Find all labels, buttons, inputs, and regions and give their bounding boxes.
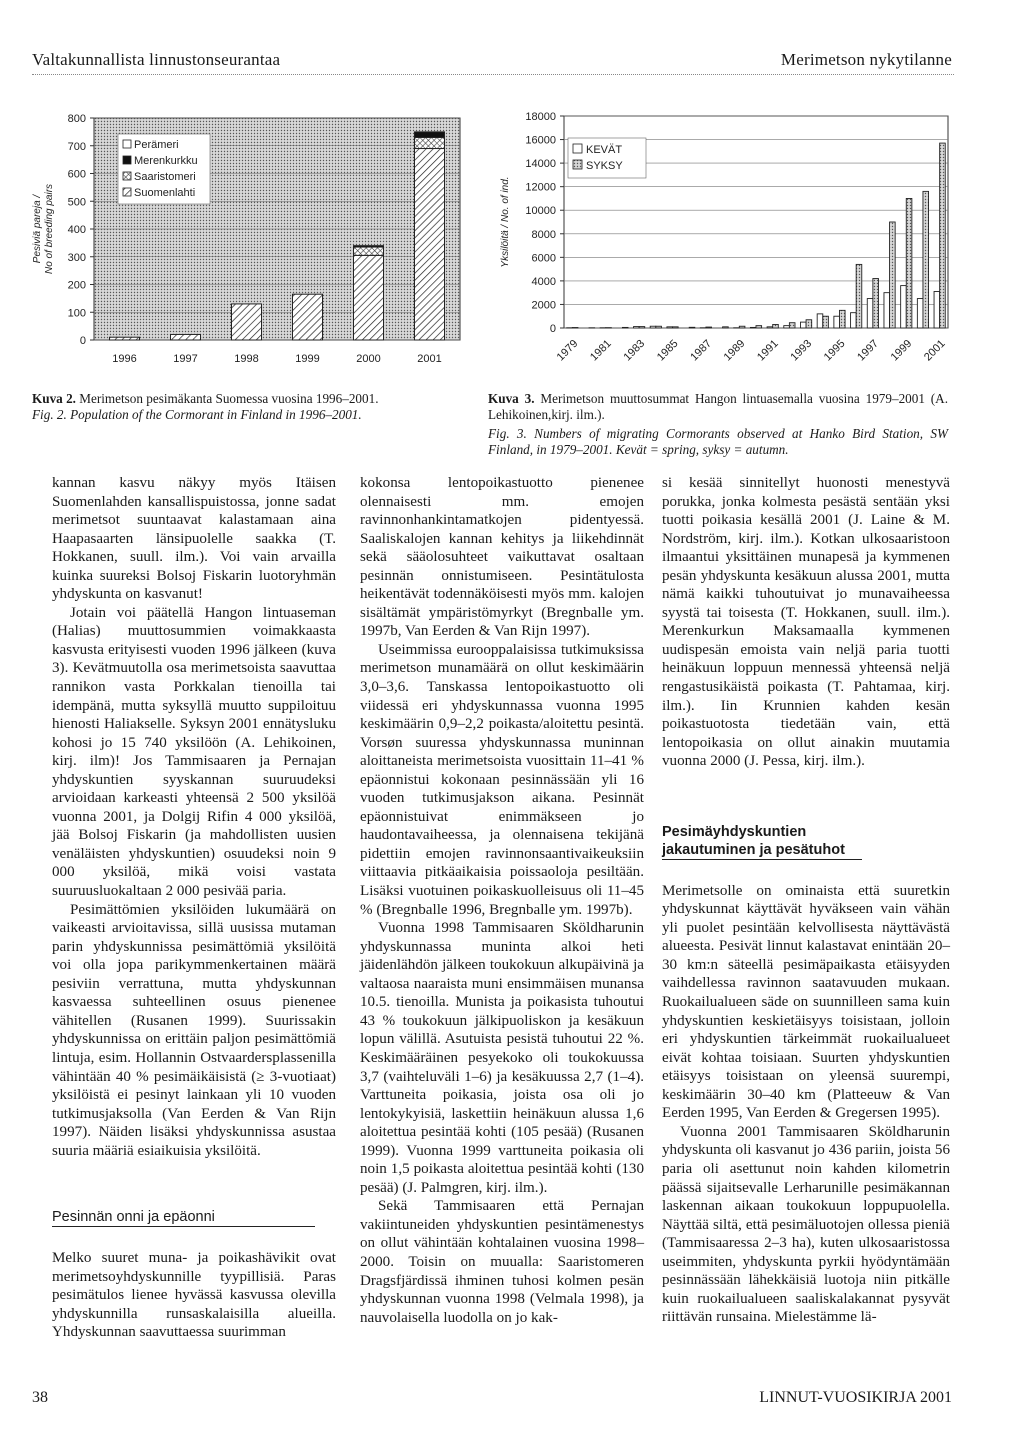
bar-spring (834, 316, 840, 328)
bar-autumn (873, 279, 879, 328)
y-tick-label: 800 (67, 113, 86, 125)
paragraph: kokonsa lentopoikastuotto pienenee olennaisesti mm. emojen ravinnonhankintamatkojen pidentyessä. Saaliskalojen kannan kehitys ja liikehdinnät sekä sääolosuhteet vaikuttavat osaltaan pesinnän onnistumiseen. Pesintätulosta heikentävät todennäköisesti myös mm. kalojen sisältämät ympäristömyrkyt (Bregnballe ym. 1997b, Van Eerden & Van Rijn 1997). (360, 475, 644, 640)
x-tick-label: 1981 (588, 337, 614, 364)
text-column-3 (662, 474, 950, 1327)
bar-autumn (940, 143, 946, 328)
x-tick-label: 1998 (234, 353, 259, 365)
paragraph: kannan kasvu näkyy myös Itäisen Suomenlahden kansallispuistossa, jonne sadat merimetsot suuntaavat kalastamaan aina Haapasaarten länsipuolelle saakka (T. Hokkanen, suull. ilm.). Voi vain arvailla kuinka suureksi Bolsoj Fiskarin luotoryhmän yhdyskunta on kasvanut! (52, 475, 336, 603)
y-tick-label: 12000 (525, 181, 556, 194)
x-tick-label: 1991 (755, 337, 781, 364)
x-tick-label: 1987 (688, 337, 715, 364)
bar-autumn (773, 324, 779, 328)
x-tick-label: 1985 (654, 337, 681, 364)
bar-autumn (639, 327, 645, 328)
bar-autumn (823, 316, 829, 328)
figure-2-chart (28, 108, 470, 380)
bar-spring (667, 327, 673, 328)
x-tick-label: 1989 (721, 337, 748, 364)
x-tick-label: 1993 (788, 337, 815, 364)
y-tick-label: 100 (67, 307, 86, 320)
figure-2-caption-fi: Merimetson pesimäkanta Suomessa vuosina 1996–2001. (79, 391, 379, 406)
y-axis-title-en: No of breeding pairs (44, 183, 55, 275)
bar-spring (784, 326, 790, 328)
running-header-right: Merimetson nykytilanne (780, 50, 952, 69)
journal-name: LINNUT-VUOSIKIRJA 2001 (759, 1389, 952, 1406)
y-tick-label: 700 (67, 140, 86, 153)
y-tick-label: 18000 (525, 111, 556, 123)
bar-autumn (806, 320, 812, 328)
figure-3-label: Kuva 3. (488, 391, 535, 406)
section-heading: Pesimäyhdyskuntien jakautuminen ja pesätuhot (662, 823, 862, 860)
x-tick-label: 1996 (112, 353, 137, 365)
bar-autumn (856, 264, 862, 328)
bar-spring (901, 286, 907, 328)
x-tick-label: 1995 (821, 337, 848, 364)
x-tick-label: 1999 (888, 337, 915, 364)
bar-spring (750, 327, 756, 328)
x-tick-label: 2000 (356, 353, 381, 365)
text-column-2 (360, 474, 644, 1327)
y-tick-label: 600 (67, 168, 86, 181)
figure-2-caption-en: Population of the Cormorant in Finland in 1996–2001. (70, 406, 362, 422)
bar-autumn (689, 327, 695, 328)
bar-autumn (923, 191, 929, 328)
bar-spring (650, 326, 656, 328)
y-tick-label: 0 (549, 323, 556, 335)
legend-swatch (123, 172, 131, 180)
bar-autumn (723, 327, 729, 328)
bar-spring (817, 314, 823, 328)
figure-3-caption-en: Numbers of migrating Cormorants observed at Hanko Bird Station, SW Finland, in 1979–2001. Kevät = spring, syksy = autumn. (488, 426, 948, 457)
y-axis-title-fi: Pesiviä pareja / (32, 194, 43, 264)
bar-spring (634, 327, 640, 328)
paragraph: Useimmissa eurooppalaisissa tutkimuksissa merimetson munamäärä on ollut keskimäärin 3,0–3,6. Tanskassa lentopoikastuotto oli viidessä eri yhdyskunnassa vuonna 1995 keskimäärin 0,9–2,2 poikasta/aloitettu pesintä. Vorsøn suuressa yhdyskunnassa muninnan aloittaneista merimetsoista vuosittain 11–41 % epäonnistui kokonaan pesinnässään yli 16 vuoden tutkimusjakson aikana. Pesinnät epäonnistuivat enimmäkseen jo haudontavaiheessa, ja olennaisena tekijänä pidettiin emojen ravinnonsaantivaikeuksiin viittaavia pitkäaikaisia poissaoloja pesiltään. Lisäksi vuotuinen poikaskuolleisuus oli 11–45 % (Bregnballe 1996, Bregnballe ym. 1997b). (360, 641, 644, 918)
text-column-1 (52, 474, 336, 1342)
y-tick-label: 14000 (525, 158, 556, 171)
legend (568, 138, 646, 178)
header-rule (32, 74, 954, 75)
bar-spring (917, 299, 923, 328)
figure-2-svg (28, 108, 470, 380)
paragraph: Sekä Tammisaaren että Pernajan vakiintuneiden yhdyskuntien pesintämenestys on ollut vähintään kohtalainen vuosina 1998–2000. Toisin on muualla: Saaristomeren Dragsfjärdissä ihminen tuhosi kolmen pesän yhdyskunnan vuonna 1998 (Velmala 1998), ja nauvolaisella luodolla on jo kak- (360, 1198, 644, 1326)
legend-label: Perämeri (134, 139, 179, 151)
y-tick-label: 8000 (531, 228, 556, 241)
bar-autumn (622, 327, 628, 328)
bar-segment (171, 334, 201, 340)
bar-autumn (756, 326, 762, 328)
bar-autumn (739, 326, 745, 328)
bar-segment (293, 294, 323, 340)
bar-autumn (789, 323, 795, 328)
figure-3-caption (488, 391, 948, 457)
y-tick-label: 6000 (531, 252, 556, 265)
figure-3-chart (486, 108, 956, 390)
bar-segment (232, 304, 262, 340)
figure-2-caption (32, 391, 472, 422)
paragraph: Vuonna 1998 Tammisaaren Sköldharunin yhdyskunnassa muninta alkoi heti jäidenlähdön jälkeen toukokuun alkupäivinä ja valtaosa naaraista muni ensimmäisen munansa 10.5. tienoilla. Munista ja poikasista tuhoutui 43 % toukokuun jälkipuoliskon ja kesäkuun lopun välillä. Asutuista pesistä tuhoutui 22 %. Keskimääräinen pesyekoko oli toukokuussa 3,7 (vaihteluväli 1–6) ja kesäkuussa 2,7 (1–4). Varttuneita poikasia, joista osa oli jo lentokykyisiä, laskettiin heinäkuun alussa 1,6 aloitettua pesintää kohti (105 pesää) (Rusanen 1999). Vuonna 1999 varttuneita poikasia oli noin 1,5 poikasta aloitettua pesintää kohti (130 pesää) (J. Palmgren, kirj. ilm.). (360, 920, 644, 1196)
figure-3-svg (486, 108, 956, 390)
legend-label: SYKSY (586, 160, 623, 172)
legend-label: Merenkurkku (134, 155, 198, 167)
bar-autumn (890, 222, 896, 328)
x-tick-label: 1997 (173, 353, 198, 365)
legend-swatch (123, 156, 131, 164)
x-tick-label: 1983 (621, 337, 648, 364)
bar-segment (354, 246, 384, 247)
section-heading: Pesinnän onni ja epäonni (52, 1208, 315, 1227)
paragraph: Jotain voi päätellä Hangon lintuaseman (Halias) muuttosummien voimakkaasta kasvusta erityisesti vuoden 1996 jälkeen (kuva 3). Kevätmuutolla osa merimetsoista saavuttaa rannikon vasta Porkkalan tienoilla tai idempänä, mutta syksyllä muutto suppiloituu hienosti Haliakselle. Syksyn 2001 ennätysluku kohosi jo 15 740 yksilöön (A. Lehikoinen, kirj. ilm)! Jos Tammisaaren ja Pernajan yhdyskuntien syyskannan suuruudeksi arvioidaan karkeasti yhteensä 2 500 yksilöä vuonna 2001, ja Dolgij Rifin 4 000 yksilöä, jää Bolsoj Fiskarin (ja mahdollisten uusien venäläisten yhdyskuntien) osuudeksi noin 9 000 yksilöä, mikä voisi vastata suuruusluokaltaan 2 000 pesivää paria. (52, 604, 336, 900)
figure-2-label-en: Fig. 2. (32, 406, 67, 422)
y-axis-title: Yksilöitä / No. of ind. (500, 176, 511, 268)
running-header-left: Valtakunnallista linnustonseurantaa (32, 50, 281, 69)
legend-label: Suomenlahti (134, 187, 196, 199)
paragraph: Vuonna 2001 Tammisaaren Sköldharunin yhdyskunta oli kasvanut jo 436 pariin, joista 56 paria oli asettunut noin kahden kilometrin päässä sijaitsevalle Lerharunille pesimäkannan laskennan aikaan toukokuun loppupuolella. Näyttää siltä, että pesimäluotojen ollessa pieniä (Tammisaaressa 2–3 ha), kuten ulkosaaristossa useimmiten, yhdyskunta pyrkii hyödyntämään pesinnässään lähekkäisiä luotoja niin pitkälle kuin ruokailualueen saaliskalakannat pysyvät riittävän runsaina. Mielestämme lä- (662, 1123, 950, 1326)
bar-autumn (839, 310, 845, 328)
paragraph: Pesimättömien yksilöiden lukumäärä on vaikeasti arvioitavissa, sillä uusissa mutaman parin yhdyskunnissa pesimättömiä yksilöitä voi olla jopa parikymmenkertainen määrä pesiviin verrattuna, mutta yhdyskunnan kasvaessa suhteellinen osuus pienenee vähitellen (Rusanen 1999). Suurissakin yhdyskunnissa on erittäin paljon pesimättömiä lintuja, esim. Hollannin Ostvaardersplassenilla vähintään 40 % pesimäikäisistä (≥ 3-vuotiaat) yksilöistä ei pesinyt lainkaan yli 10 vuoden tutkimusjaksolla (Van Eerden & Van Rijn 1997). Näiden lisäksi yhdyskunnissa asustaa suuria määriä esiaikuisia yksilöitä. (52, 901, 336, 1159)
bar-spring (884, 293, 890, 328)
x-tick-label: 2001 (921, 337, 948, 364)
y-tick-label: 200 (67, 279, 86, 292)
bar-spring (800, 322, 806, 328)
bar-segment (415, 149, 445, 340)
bar-segment (415, 137, 445, 148)
y-tick-label: 0 (79, 335, 86, 347)
bar-segment (415, 132, 445, 138)
bar-spring (867, 299, 873, 328)
x-tick-label: 1979 (554, 337, 581, 364)
paragraph: Merimetsolle on ominaista että suuretkin yhdyskunnat käyttävät hyväkseen vain vähän yli puolet pesintään kelvollisesta näyttävästä alueesta. Pesivät linnut kalastavat enintään 20–30 km:n säteellä pesimäpaikasta etäisyyden vaihdellessa ravinnon saatavuuden mukaan. Ruokailualueen säde on suunnilleen sama kuin yhdyskuntien keskietäisyys toisistaan, jolloin eri yhdyskuntien tärkeimmät ruokailualueet eivät kohtaa toisiaan. Suurten yhdyskuntien etäisyys toisistaan on yleensä suurempi, keskimäärin 30–40 km (Platteeuw & Van Eerden 1995, Van Eerden & Gregersen 1995). (662, 882, 950, 1122)
y-tick-label: 400 (67, 224, 86, 236)
bar-spring (934, 291, 940, 328)
page-number: 38 (32, 1389, 48, 1406)
legend (118, 134, 210, 204)
legend-label: Saaristomeri (134, 171, 196, 183)
bar-autumn (906, 198, 912, 328)
legend-label: KEVÄT (586, 144, 623, 156)
bar-segment (354, 255, 384, 340)
y-tick-label: 300 (67, 251, 86, 264)
bar-autumn (706, 327, 712, 328)
x-tick-label: 2001 (417, 353, 442, 365)
y-tick-label: 16000 (525, 134, 556, 147)
legend-swatch (123, 140, 131, 148)
x-tick-label: 1999 (295, 353, 320, 365)
y-tick-label: 10000 (525, 205, 556, 218)
paragraph: si kesää sinnitellyt huonosti menestyvä porukka, jonka kolmesta pesästä sentään yksi tuotti poikasia kesällä 2001 (J. Laine & M. Nordström, kirj. ilm.). Kotkan ulkosaaristoon ilmaantui yksittäinen munapesä ja kymmenen pesän yhdyskunta kesäkuun alussa 2001, mutta nämä kaikki tuhoutuivat jo munavaiheessa syystä tai toisesta (T. Hokkanen, suull. ilm.). Merenkurkun Maksamaalla kymmenen uudispesän emoista vain neljä paria tuotti heinäkuun loppuun mennessä yhteensä neljä rengastusikäistä poikasta (T. Pahtamaa, kirj. ilm.). Iin Krunnien kahden kesän poikastuotosta tiedetään vain, että lentopoikasia on ollut ainakin muutamia vuonna 2000 (J. Pessa, kirj. ilm.). (662, 475, 950, 770)
legend-swatch (573, 144, 582, 153)
x-tick-label: 1997 (855, 337, 881, 364)
y-tick-label: 2000 (531, 299, 556, 312)
bar-segment (110, 337, 140, 340)
y-tick-label: 4000 (531, 275, 556, 288)
y-tick-label: 500 (67, 196, 86, 209)
bar-spring (851, 313, 857, 328)
figure-2-label: Kuva 2. (32, 391, 76, 406)
figure-3-caption-fi: Merimetson muuttosummat Hangon lintuasemalla vuosina 1979–2001 (A. Lehikoinen,kirj. ilm.). (488, 391, 949, 422)
legend-swatch (573, 160, 582, 169)
bar-spring (767, 327, 773, 328)
bar-segment (354, 247, 384, 255)
bar-autumn (673, 327, 679, 328)
figure-3-label-en: Fig. 3. (488, 426, 527, 441)
bar-autumn (656, 326, 662, 328)
paragraph: Melko suuret muna- ja poikashävikit ovat merimetsoyhdyskunnille tyypillisiä. Paras pesimätulos lienee hyvässä kasvussa olevilla yhdyskunnilla runsaskalaisilla alueilla. Yhdyskunnan saavuttaessa suurimman (52, 1250, 336, 1341)
legend-swatch (123, 188, 131, 196)
